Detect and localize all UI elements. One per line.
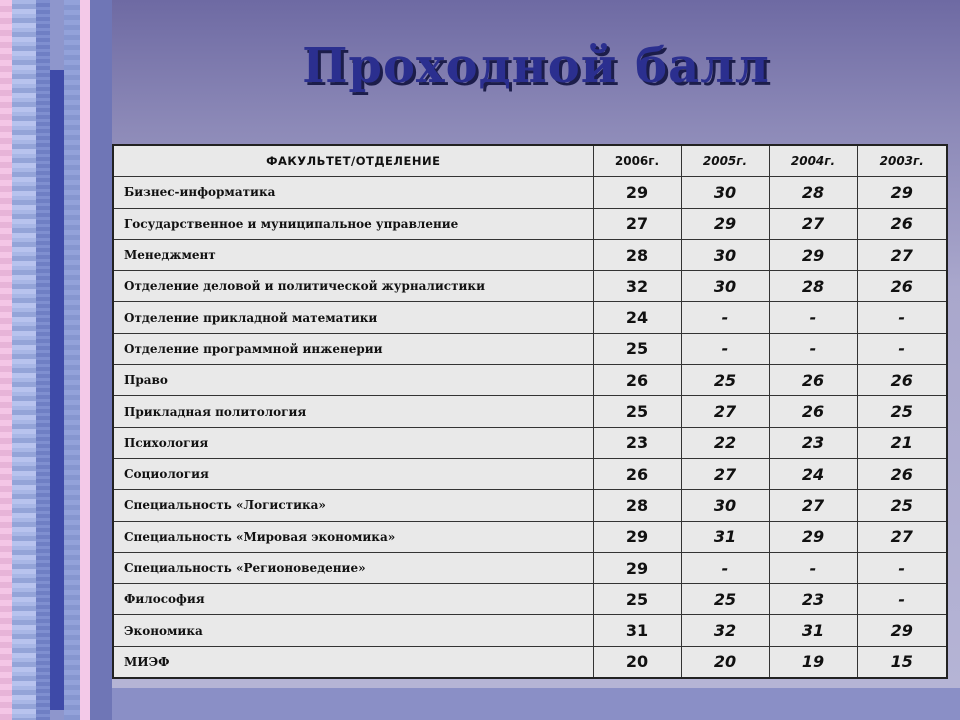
score-cell: 29	[593, 177, 681, 208]
table-row	[113, 239, 947, 270]
score-cell: 27	[857, 239, 947, 270]
score-cell: 30	[681, 239, 769, 270]
score-cell: 30	[681, 490, 769, 521]
score-cell: 26	[857, 208, 947, 239]
score-cell: 22	[681, 427, 769, 458]
table-body	[113, 177, 947, 678]
score-cell: 29	[857, 615, 947, 646]
score-cell: 28	[769, 271, 857, 302]
score-cell: -	[857, 302, 947, 333]
score-cell: 29	[593, 552, 681, 583]
score-cell: 26	[769, 365, 857, 396]
header-year-2004: 2004г.	[769, 145, 857, 177]
faculty-name-cell: Экономика	[113, 615, 593, 646]
faculty-name-cell: Право	[113, 365, 593, 396]
strip-band	[80, 0, 90, 720]
score-cell: 30	[681, 177, 769, 208]
score-cell: 26	[593, 458, 681, 489]
table-row	[113, 458, 947, 489]
score-cell: 29	[593, 521, 681, 552]
score-cell: 26	[593, 365, 681, 396]
strip-band	[90, 0, 112, 720]
score-cell: -	[857, 584, 947, 615]
faculty-name-cell: МИЭФ	[113, 646, 593, 678]
score-cell: 26	[857, 365, 947, 396]
scores-table	[112, 144, 948, 679]
strip-band	[12, 0, 36, 720]
score-cell: 32	[681, 615, 769, 646]
faculty-name-cell: Бизнес-информатика	[113, 177, 593, 208]
score-cell: 27	[769, 490, 857, 521]
scores-table-wrapper	[112, 144, 946, 679]
score-cell: 20	[593, 646, 681, 678]
score-cell: 31	[593, 615, 681, 646]
score-cell: 26	[857, 271, 947, 302]
score-cell: 27	[593, 208, 681, 239]
table-row	[113, 615, 947, 646]
score-cell: 31	[769, 615, 857, 646]
score-cell: 29	[769, 239, 857, 270]
faculty-name-cell: Философия	[113, 584, 593, 615]
faculty-name-cell: Социология	[113, 458, 593, 489]
score-cell: -	[769, 333, 857, 364]
table-row	[113, 333, 947, 364]
table-row	[113, 646, 947, 678]
score-cell: 25	[681, 584, 769, 615]
table-row	[113, 302, 947, 333]
score-cell: 25	[593, 584, 681, 615]
score-cell: 25	[593, 396, 681, 427]
score-cell: -	[857, 333, 947, 364]
strip-band	[0, 0, 12, 720]
score-cell: 19	[769, 646, 857, 678]
score-cell: 26	[769, 396, 857, 427]
table-row	[113, 584, 947, 615]
score-cell: 21	[857, 427, 947, 458]
header-faculty: ФАКУЛЬТЕТ/ОТДЕЛЕНИЕ	[113, 145, 593, 177]
score-cell: 27	[769, 208, 857, 239]
score-cell: 29	[857, 177, 947, 208]
score-cell: 26	[857, 458, 947, 489]
header-year-2005: 2005г.	[681, 145, 769, 177]
table-row	[113, 521, 947, 552]
faculty-name-cell: Отделение программной инженерии	[113, 333, 593, 364]
score-cell: -	[681, 552, 769, 583]
faculty-name-cell: Прикладная политология	[113, 396, 593, 427]
table-row	[113, 490, 947, 521]
faculty-name-cell: Менеджмент	[113, 239, 593, 270]
score-cell: 23	[769, 584, 857, 615]
score-cell: -	[769, 302, 857, 333]
slide-title: Проходной балл	[302, 38, 770, 94]
score-cell: 27	[681, 458, 769, 489]
score-cell: 23	[769, 427, 857, 458]
score-cell: 24	[769, 458, 857, 489]
decorative-bottom-bar	[112, 688, 960, 720]
faculty-name-cell: Отделение деловой и политической журналистики	[113, 271, 593, 302]
score-cell: 32	[593, 271, 681, 302]
strip-band	[64, 0, 80, 720]
score-cell: 20	[681, 646, 769, 678]
strip-band	[50, 70, 64, 710]
table-row	[113, 396, 947, 427]
faculty-name-cell: Отделение прикладной математики	[113, 302, 593, 333]
table-row	[113, 427, 947, 458]
score-cell: -	[681, 302, 769, 333]
score-cell: -	[769, 552, 857, 583]
score-cell: 28	[769, 177, 857, 208]
score-cell: 25	[857, 396, 947, 427]
table-row	[113, 552, 947, 583]
score-cell: 31	[681, 521, 769, 552]
score-cell: 27	[857, 521, 947, 552]
score-cell: 25	[681, 365, 769, 396]
score-cell: 23	[593, 427, 681, 458]
score-cell: 29	[681, 208, 769, 239]
faculty-name-cell: Специальность «Логистика»	[113, 490, 593, 521]
score-cell: 24	[593, 302, 681, 333]
faculty-name-cell: Специальность «Мировая экономика»	[113, 521, 593, 552]
table-row	[113, 271, 947, 302]
header-year-2003: 2003г.	[857, 145, 947, 177]
score-cell: 15	[857, 646, 947, 678]
decorative-left-strip	[0, 0, 112, 720]
score-cell: 29	[769, 521, 857, 552]
table-row	[113, 177, 947, 208]
score-cell: 25	[593, 333, 681, 364]
table-header-row	[113, 145, 947, 177]
faculty-name-cell: Психология	[113, 427, 593, 458]
strip-band	[36, 0, 50, 720]
header-year-2006: 2006г.	[593, 145, 681, 177]
score-cell: 30	[681, 271, 769, 302]
score-cell: 28	[593, 490, 681, 521]
score-cell: 28	[593, 239, 681, 270]
score-cell: 27	[681, 396, 769, 427]
score-cell: -	[681, 333, 769, 364]
score-cell: -	[857, 552, 947, 583]
faculty-name-cell: Государственное и муниципальное управление	[113, 208, 593, 239]
table-row	[113, 208, 947, 239]
table-row	[113, 365, 947, 396]
score-cell: 25	[857, 490, 947, 521]
faculty-name-cell: Специальность «Регионоведение»	[113, 552, 593, 583]
